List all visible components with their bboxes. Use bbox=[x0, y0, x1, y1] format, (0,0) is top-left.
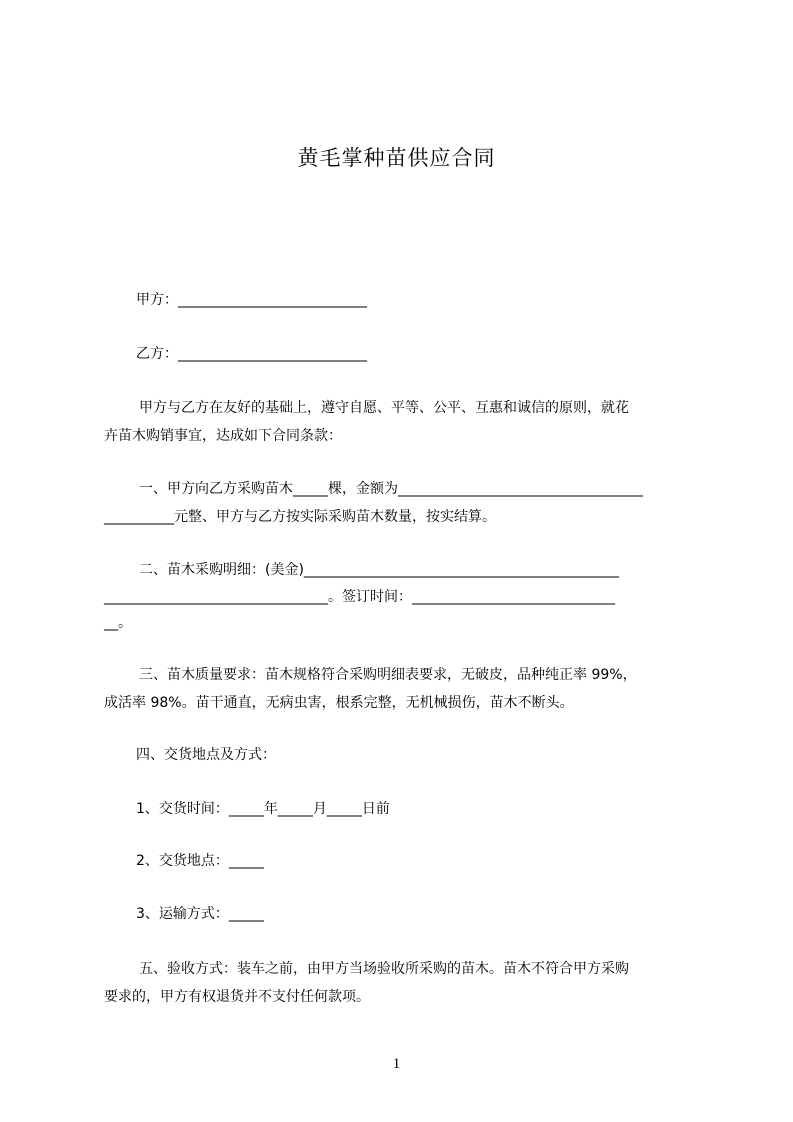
clause4-item-delivery-place: 2、交货地点：_____ bbox=[136, 853, 264, 869]
document-title: 黄毛掌种苗供应合同 bbox=[297, 146, 496, 170]
clause1-line-1: 一、甲方向乙方采购苗木_____棵，金额为___________________________________ bbox=[139, 481, 643, 497]
clause5-line-2: 要求的，甲方有权退货并不支付任何款项。 bbox=[104, 989, 370, 1005]
intro-line-1: 甲方与乙方在友好的基础上，遵守自愿、平等、公平、互惠和诚信的原则，就花 bbox=[139, 400, 629, 416]
clause4-item-transport: 3、运输方式：_____ bbox=[136, 906, 264, 922]
party-a-line: 甲方：___________________________ bbox=[136, 292, 367, 308]
clause1-line-2: __________元整、甲方与乙方按实际采购苗木数量，按实结算。 bbox=[104, 509, 496, 525]
party-b-line: 乙方：___________________________ bbox=[136, 346, 367, 362]
intro-line-2: 卉苗木购销事宜，达成如下合同条款： bbox=[104, 428, 342, 444]
page-number: 1 bbox=[392, 1056, 401, 1072]
clause3-line-1: 三、苗木质量要求：苗木规格符合采购明细表要求，无破皮，品种纯正率 99%， bbox=[139, 667, 637, 683]
clause2-line-1: 二、苗木采购明细：(美金)_____________________________________________ bbox=[139, 562, 619, 578]
clause5-line-1: 五、验收方式：装车之前，由甲方当场验收所采购的苗木。苗木不符合甲方采购 bbox=[139, 961, 629, 977]
clause2-line-3: __。 bbox=[104, 615, 132, 631]
clause4-item-delivery-time: 1、交货时间：_____年_____月_____日前 bbox=[136, 801, 390, 817]
clause3-line-2: 成活率 98%。苗干通直，无病虫害，根系完整，无机械损伤，苗木不断头。 bbox=[104, 695, 574, 711]
clause2-line-2: ________________________________。签订时间：_____________________________ bbox=[104, 589, 615, 605]
clause4-heading: 四、交货地点及方式： bbox=[136, 747, 276, 763]
